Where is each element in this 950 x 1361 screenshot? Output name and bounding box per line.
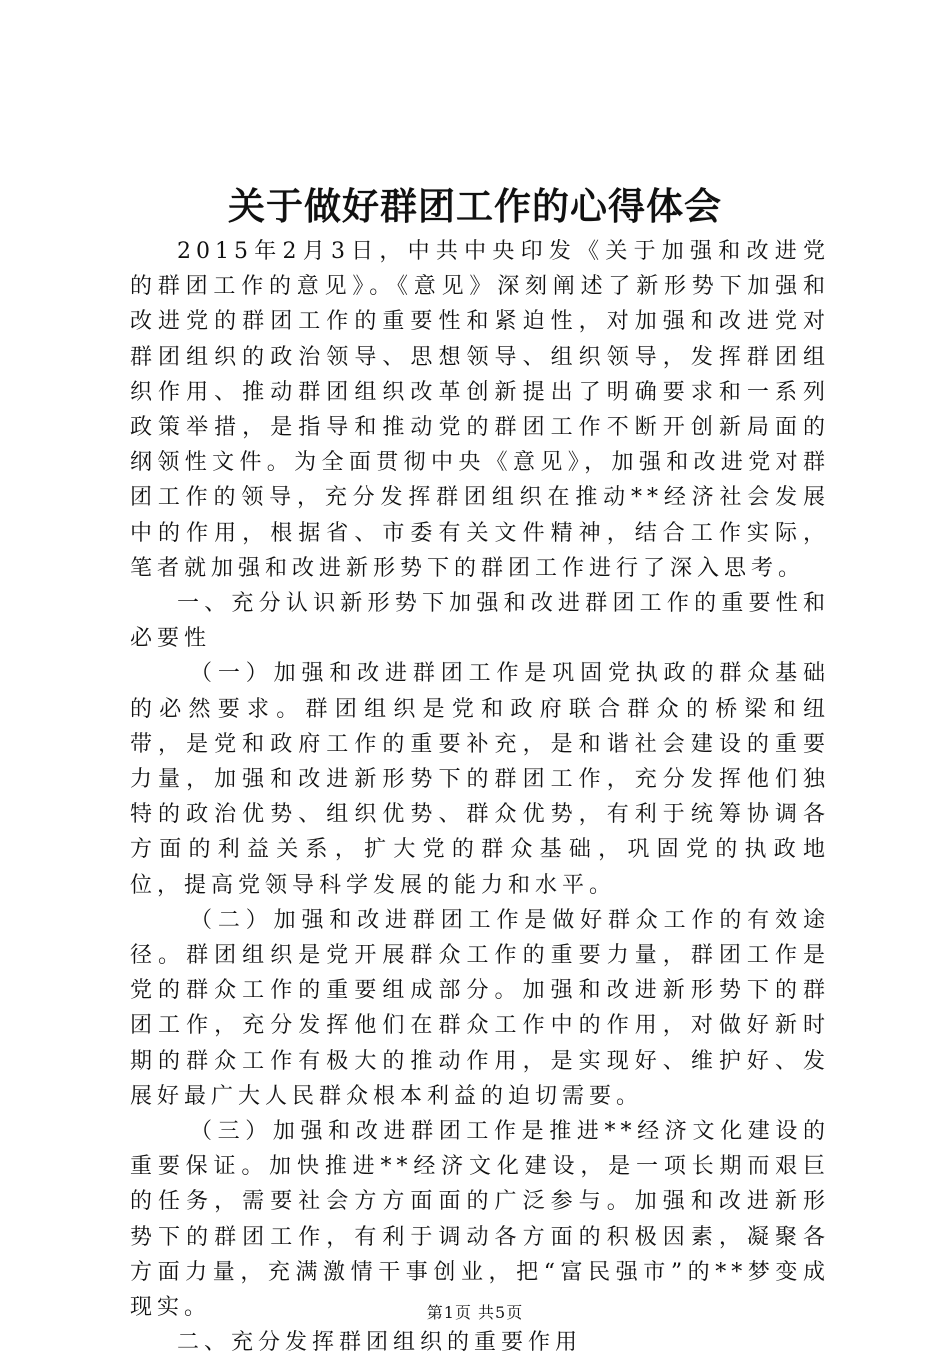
section-heading-2: 二、充分发挥群团组织的重要作用 bbox=[177, 1330, 583, 1356]
subsection-paragraph-3: （三）加强和改进群团工作是推进**经济文化建设的重要保证。加快推进**经济文化建设，是一项长期而艰巨的任务，需要社会方方面面的广泛参与。加强和改进新形势下的群团工作，有利于调动各方面的积极因素，凝聚各方面力量，充满激情干事创业，把“富民强市”的**梦变成现实。 bbox=[130, 1119, 830, 1321]
intro-paragraph: 2015年2月3日，中共中央印发《关于加强和改进党的群团工作的意见》。《意见》深刻阐述了新形势下加强和改进党的群团工作的重要性和紧迫性，对加强和改进党对群团组织的政治领导、思想领导、组织领导，发挥群团组织作用、推动群团组织改革创新提出了明确要求和一系列政策举措，是指导和推动党的群团工作不断开创新局面的纲领性文件。为全面贯彻中央《意见》，加强和改进党对群团工作的领导，充分发挥群团组织在推动**经济社会发展中的作用，根据省、市委有关文件精神，结合工作实际，笔者就加强和改进新形势下的群团工作进行了深入思考。 bbox=[130, 239, 830, 581]
document-body bbox=[130, 234, 830, 1361]
page-footer: 第1页 共5页 bbox=[426, 1303, 524, 1322]
section-heading-1: 一、充分认识新形势下加强和改进群团工作的重要性和必要性 bbox=[130, 591, 830, 652]
subsection-paragraph-2: （二）加强和改进群团工作是做好群众工作的有效途径。群团组织是党开展群众工作的重要力量，群团工作是党的群众工作的重要组成部分。加强和改进新形势下的群团工作，充分发挥他们在群众工作中的作用，对做好新时期的群众工作有极大的推动作用，是实现好、维护好、发展好最广大人民群众根本利益的迫切需要。 bbox=[130, 907, 830, 1109]
document-title: 关于做好群团工作的心得体会 bbox=[228, 185, 722, 228]
subsection-paragraph-1: （一）加强和改进群团工作是巩固党执政的群众基础的必然要求。群团组织是党和政府联合群众的桥梁和纽带，是党和政府工作的重要补充，是和谐社会建设的重要力量，加强和改进新形势下的群团工作，充分发挥他们独特的政治优势、组织优势、群众优势，有利于统筹协调各方面的利益关系，扩大党的群众基础，巩固党的执政地位，提高党领导科学发展的能力和水平。 bbox=[130, 661, 830, 898]
